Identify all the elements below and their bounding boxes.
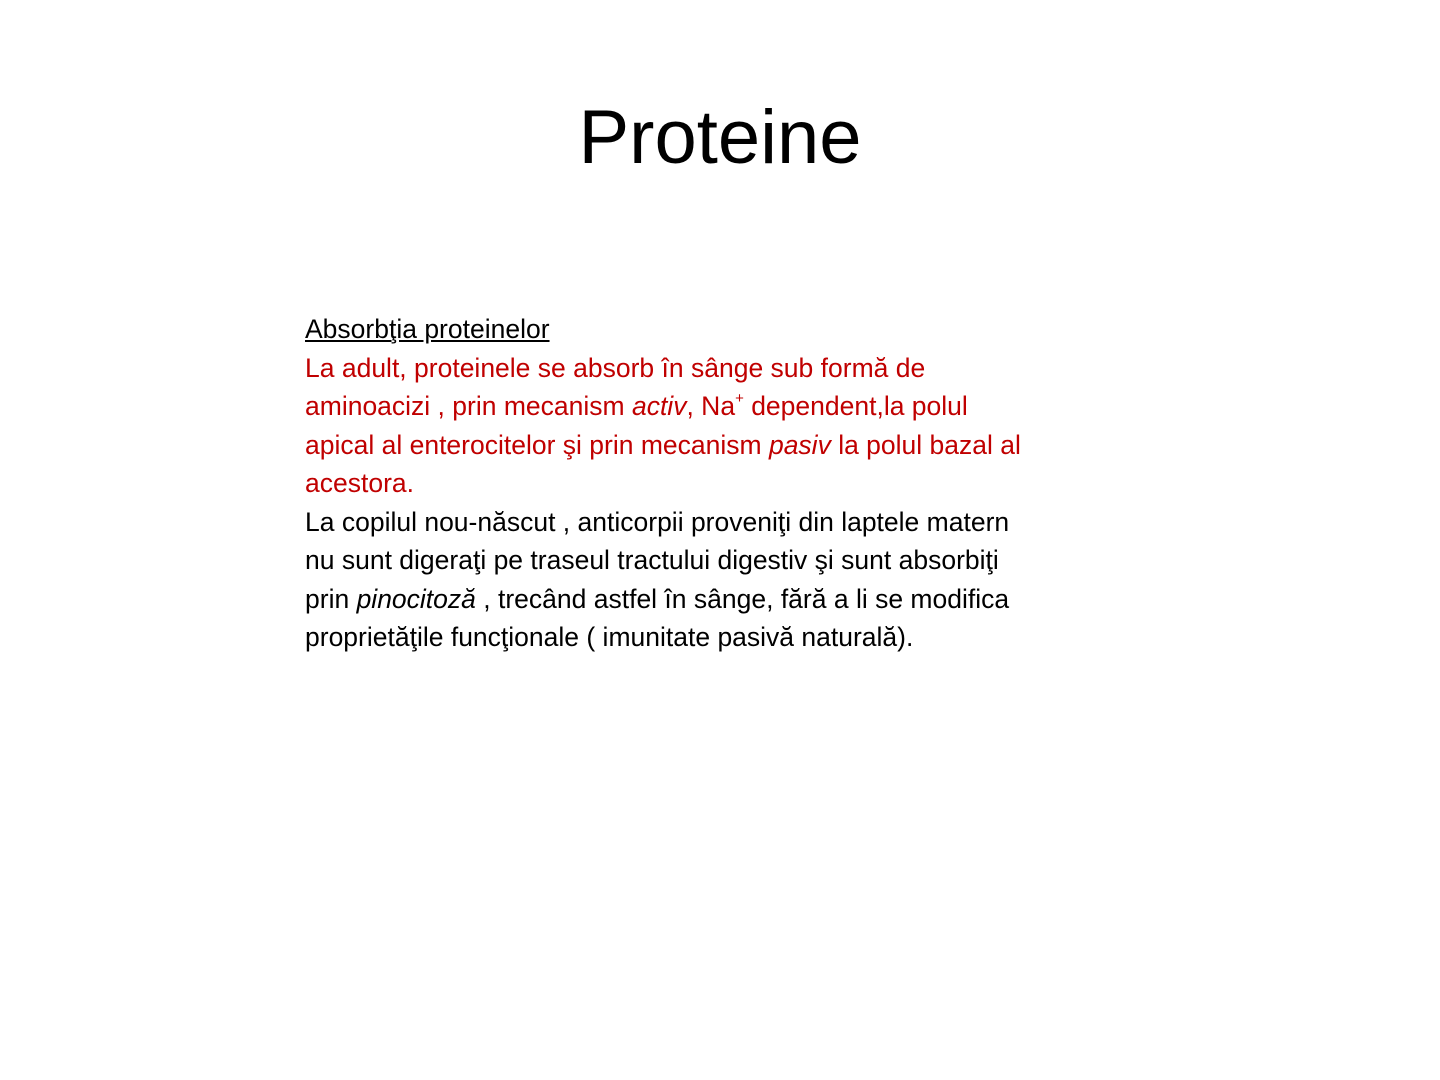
paragraph-line: La copilul nou-născut , anticorpii proveniţi din laptele matern [305, 506, 1010, 537]
adult-absorption-paragraph [305, 349, 1135, 503]
paragraph-line: acestora. [305, 468, 415, 498]
paragraph-line: proprietăţile funcţionale ( imunitate pasivă naturală). [305, 622, 914, 652]
text-segment: , trecând astfel în sânge, fără a li se modifica [475, 583, 1010, 614]
section-heading: Absorbţia proteinelor [305, 314, 550, 344]
slide-title: Proteine [578, 95, 862, 180]
newborn-absorption-paragraph [305, 503, 1135, 657]
superscript-plus: + [735, 390, 744, 408]
text-segment: , Na [686, 391, 736, 421]
text-segment: dependent,la polul [743, 391, 968, 421]
paragraph-line: nu sunt digeraţi pe traseul tractului digestiv şi sunt absorbiţi [305, 545, 999, 575]
italic-term-pasiv: pasiv [768, 429, 831, 460]
paragraph-line: La adult, proteinele se absorb în sânge sub formă de [305, 352, 926, 383]
paragraph-line [305, 426, 1135, 465]
paragraph-line [305, 580, 1135, 619]
italic-term-activ: activ [631, 391, 687, 421]
paragraph-line [305, 387, 1135, 426]
text-segment: prin [305, 583, 357, 614]
slide-body [305, 310, 1135, 657]
text-segment: apical al enterocitelor şi prin mecanism [305, 429, 769, 460]
text-segment: aminoacizi , prin mecanism [305, 391, 632, 421]
text-segment: la polul bazal al [830, 429, 1021, 460]
italic-term-pinocitoza: pinocitoză [356, 583, 476, 614]
